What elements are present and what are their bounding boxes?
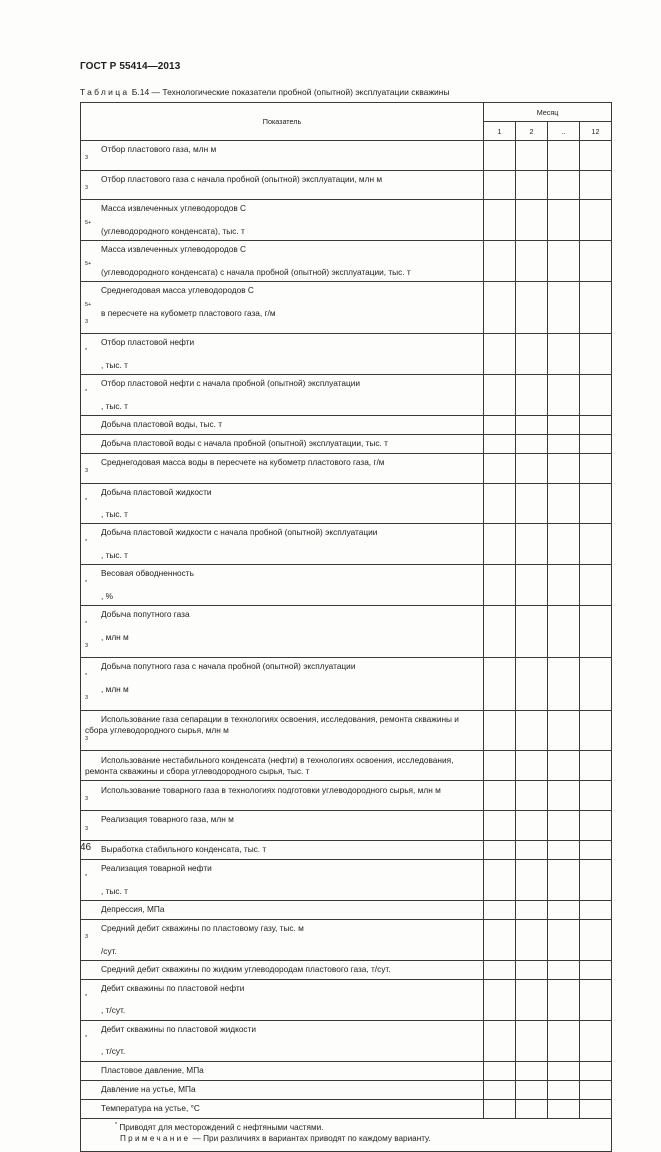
month-cell bbox=[484, 841, 516, 860]
table-row bbox=[81, 1020, 612, 1061]
month-cell bbox=[484, 200, 516, 241]
month-cell bbox=[516, 334, 548, 375]
month-cell bbox=[516, 960, 548, 979]
row-label-part: Отбор пластовой нефти с начала пробной (опытной) эксплуатации bbox=[101, 378, 360, 389]
footnote-text: Приводят для месторождений с нефтяными частями. bbox=[117, 1122, 324, 1132]
row-label-text bbox=[85, 144, 477, 167]
row-label-part: Среднегодовая масса углеводородов С bbox=[101, 284, 254, 295]
row-label-part: 3 bbox=[85, 934, 89, 941]
table-row bbox=[81, 434, 612, 453]
row-label bbox=[81, 960, 484, 979]
row-label-part: 5+ bbox=[85, 261, 92, 268]
table-row bbox=[81, 375, 612, 416]
row-label-part: Отбор пластового газа с начала пробной (опытной) эксплуатации, млн м bbox=[101, 173, 383, 184]
month-cell bbox=[580, 281, 612, 333]
month-cell bbox=[548, 751, 580, 781]
table-row bbox=[81, 606, 612, 658]
table-row bbox=[81, 415, 612, 434]
month-cell bbox=[484, 1020, 516, 1061]
month-cell bbox=[484, 781, 516, 811]
row-label-text bbox=[85, 714, 477, 748]
row-label-part: , тыс. т bbox=[101, 359, 128, 370]
table-row bbox=[81, 453, 612, 483]
row-label bbox=[81, 900, 484, 919]
table-row bbox=[81, 1099, 612, 1118]
month-cell bbox=[580, 860, 612, 901]
note-line bbox=[85, 1133, 607, 1145]
month-cell bbox=[548, 960, 580, 979]
month-cell bbox=[548, 1099, 580, 1118]
month-cell bbox=[580, 524, 612, 565]
row-label-part: , млн м bbox=[101, 683, 129, 694]
month-cell bbox=[580, 1020, 612, 1061]
month-cell bbox=[548, 434, 580, 453]
row-label-text bbox=[85, 285, 477, 330]
row-label bbox=[81, 841, 484, 860]
month-cell bbox=[548, 200, 580, 241]
month-cell bbox=[484, 170, 516, 200]
table-row bbox=[81, 900, 612, 919]
table-row bbox=[81, 710, 612, 751]
month-cell bbox=[548, 415, 580, 434]
row-label-part: * bbox=[85, 874, 88, 881]
month-cell bbox=[548, 1020, 580, 1061]
month-cell bbox=[484, 453, 516, 483]
row-label-part: Использование газа сепарации в технологиях освоения, исследования, ремонта скважины и сбора углеводородного сырья, млн м bbox=[85, 713, 459, 735]
header-month: Месяц bbox=[484, 103, 612, 122]
row-label-part: Пластовое давление, МПа bbox=[101, 1064, 204, 1075]
month-cell bbox=[580, 1061, 612, 1080]
table-row bbox=[81, 141, 612, 171]
month-cell bbox=[580, 606, 612, 658]
row-label bbox=[81, 606, 484, 658]
month-cell bbox=[484, 524, 516, 565]
month-cell bbox=[580, 434, 612, 453]
row-label-part: 3 bbox=[85, 695, 89, 702]
row-label-text bbox=[85, 1024, 477, 1058]
row-label-part: 3 bbox=[85, 155, 89, 162]
row-label-part: Депрессия, МПа bbox=[101, 904, 165, 915]
row-label-part: , тыс. т bbox=[101, 400, 128, 411]
month-cell bbox=[548, 453, 580, 483]
month-cell bbox=[548, 483, 580, 524]
indicators-table bbox=[80, 102, 612, 1152]
row-label-part: Добыча пластовой воды, тыс. т bbox=[101, 419, 223, 430]
month-cell bbox=[548, 1080, 580, 1099]
table-row bbox=[81, 334, 612, 375]
row-label-part: Средний дебит скважины по пластовому газу, тыс. м bbox=[101, 922, 304, 933]
row-label-text bbox=[85, 244, 477, 278]
month-cell bbox=[580, 453, 612, 483]
row-label-part: Средний дебит скважины по жидким углеводородам пластового газа, т/сут. bbox=[101, 964, 391, 975]
month-cell bbox=[580, 334, 612, 375]
month-cell bbox=[484, 241, 516, 282]
footnote-asterisk-line bbox=[85, 1122, 607, 1134]
month-cell bbox=[484, 434, 516, 453]
table-caption-text: Б.14 — Технологические показатели пробной (опытной) эксплуатации скважины bbox=[129, 87, 450, 97]
row-label bbox=[81, 1080, 484, 1099]
footnote-mark: * bbox=[115, 1121, 118, 1128]
row-label bbox=[81, 811, 484, 841]
month-cell bbox=[516, 811, 548, 841]
month-cell bbox=[516, 453, 548, 483]
row-label-part: * bbox=[85, 620, 88, 627]
row-label-text bbox=[85, 661, 477, 706]
row-label-part: * bbox=[85, 348, 88, 355]
month-cell bbox=[580, 1080, 612, 1099]
month-cell bbox=[580, 900, 612, 919]
row-label bbox=[81, 141, 484, 171]
month-cell bbox=[516, 919, 548, 960]
row-label-part: Дебит скважины по пластовой нефти bbox=[101, 982, 245, 993]
row-label-text bbox=[85, 983, 477, 1017]
month-cell bbox=[516, 434, 548, 453]
row-label bbox=[81, 565, 484, 606]
row-label-part: /сут. bbox=[101, 945, 117, 956]
row-label bbox=[81, 415, 484, 434]
row-label-part: , % bbox=[101, 590, 113, 601]
header-month-12: 12 bbox=[580, 122, 612, 141]
row-label-part: * bbox=[85, 389, 88, 396]
table-row bbox=[81, 200, 612, 241]
row-label-text bbox=[85, 419, 477, 430]
month-cell bbox=[580, 200, 612, 241]
table-row bbox=[81, 565, 612, 606]
month-cell bbox=[548, 375, 580, 416]
month-cell bbox=[484, 415, 516, 434]
table-row bbox=[81, 1061, 612, 1080]
month-cell bbox=[516, 483, 548, 524]
row-label-part: (углеводородного конденсата), тыс. т bbox=[101, 225, 245, 236]
row-label-text bbox=[85, 527, 477, 561]
month-cell bbox=[516, 860, 548, 901]
row-label bbox=[81, 1099, 484, 1118]
row-label-text bbox=[85, 1103, 477, 1114]
row-label-text bbox=[85, 609, 477, 654]
table-footnote bbox=[81, 1118, 612, 1151]
month-cell bbox=[548, 281, 580, 333]
header-month-ellipsis: .. bbox=[548, 122, 580, 141]
row-label-text bbox=[85, 964, 477, 975]
month-cell bbox=[548, 710, 580, 751]
row-label-text bbox=[85, 568, 477, 602]
header-month-2: 2 bbox=[516, 122, 548, 141]
table-row bbox=[81, 658, 612, 710]
month-cell bbox=[484, 375, 516, 416]
month-cell bbox=[484, 1061, 516, 1080]
month-cell bbox=[580, 241, 612, 282]
month-cell bbox=[516, 841, 548, 860]
row-label-part: * bbox=[85, 579, 88, 586]
month-cell bbox=[516, 606, 548, 658]
month-cell bbox=[516, 415, 548, 434]
month-cell bbox=[580, 141, 612, 171]
month-cell bbox=[580, 415, 612, 434]
month-cell bbox=[516, 900, 548, 919]
row-label-part: Масса извлеченных углеводородов С bbox=[101, 244, 247, 255]
row-label-part: * bbox=[85, 672, 88, 679]
month-cell bbox=[580, 658, 612, 710]
row-label bbox=[81, 979, 484, 1020]
row-label-text bbox=[85, 814, 477, 837]
row-label-part: Масса извлеченных углеводородов С bbox=[101, 203, 247, 214]
row-label bbox=[81, 241, 484, 282]
month-cell bbox=[516, 751, 548, 781]
document-header: ГОСТ Р 55414—2013 bbox=[80, 61, 181, 72]
note-label: Примечание bbox=[120, 1134, 191, 1144]
row-label bbox=[81, 170, 484, 200]
month-cell bbox=[580, 710, 612, 751]
month-cell bbox=[484, 141, 516, 171]
row-label bbox=[81, 375, 484, 416]
table-row bbox=[81, 860, 612, 901]
month-cell bbox=[548, 1061, 580, 1080]
row-label-part: , т/сут. bbox=[101, 1005, 126, 1016]
row-label bbox=[81, 1061, 484, 1080]
row-label-text bbox=[85, 923, 477, 957]
month-cell bbox=[516, 710, 548, 751]
month-cell bbox=[516, 170, 548, 200]
row-label-part: Давление на устье, МПа bbox=[101, 1083, 196, 1094]
row-label bbox=[81, 281, 484, 333]
row-label-part: , тыс. т bbox=[101, 885, 128, 896]
month-cell bbox=[484, 811, 516, 841]
note-text: — При различиях в вариантах приводят по каждому варианту. bbox=[190, 1134, 431, 1144]
row-label-part: 3 bbox=[85, 184, 89, 191]
month-cell bbox=[548, 811, 580, 841]
month-cell bbox=[580, 811, 612, 841]
row-label-part: 3 bbox=[85, 643, 89, 650]
row-label-part: 3 bbox=[85, 795, 89, 802]
row-label-part: 5+ bbox=[85, 302, 92, 309]
row-label-text bbox=[85, 785, 477, 808]
month-cell bbox=[580, 1099, 612, 1118]
row-label-text bbox=[85, 1084, 477, 1095]
row-label bbox=[81, 524, 484, 565]
month-cell bbox=[484, 281, 516, 333]
table-row bbox=[81, 1080, 612, 1099]
row-label-part: 5+ bbox=[85, 220, 92, 227]
row-label-part: Добыча попутного газа с начала пробной (опытной) эксплуатации bbox=[101, 661, 356, 672]
month-cell bbox=[516, 565, 548, 606]
month-cell bbox=[484, 565, 516, 606]
table-row bbox=[81, 841, 612, 860]
row-label bbox=[81, 860, 484, 901]
table-row bbox=[81, 241, 612, 282]
month-cell bbox=[484, 960, 516, 979]
month-cell bbox=[580, 375, 612, 416]
row-label bbox=[81, 483, 484, 524]
row-label-part: , т/сут. bbox=[101, 1046, 126, 1057]
header-indicator: Показатель bbox=[81, 103, 484, 141]
page-number: 46 bbox=[80, 842, 92, 853]
month-cell bbox=[580, 751, 612, 781]
table-row bbox=[81, 960, 612, 979]
row-label-text bbox=[85, 174, 477, 197]
month-cell bbox=[516, 781, 548, 811]
month-cell bbox=[548, 658, 580, 710]
month-cell bbox=[484, 1099, 516, 1118]
table-caption bbox=[80, 87, 450, 97]
month-cell bbox=[484, 483, 516, 524]
month-cell bbox=[516, 979, 548, 1020]
row-label-part: Дебит скважины по пластовой жидкости bbox=[101, 1023, 257, 1034]
row-label-part: * bbox=[85, 994, 88, 1001]
month-cell bbox=[516, 241, 548, 282]
table-row bbox=[81, 811, 612, 841]
row-label-part: Выработка стабильного конденсата, тыс. т bbox=[101, 844, 267, 855]
month-cell bbox=[516, 1020, 548, 1061]
month-cell bbox=[548, 979, 580, 1020]
row-label-text bbox=[85, 904, 477, 915]
month-cell bbox=[548, 565, 580, 606]
month-cell bbox=[516, 141, 548, 171]
month-cell bbox=[548, 919, 580, 960]
row-label-part: , тыс. т bbox=[101, 550, 128, 561]
row-label-part: в пересчете на кубометр пластового газа, г/м bbox=[101, 307, 276, 318]
row-label-part: (углеводородного конденсата) с начала пробной (опытной) эксплуатации, тыс. т bbox=[101, 266, 411, 277]
table-row bbox=[81, 751, 612, 781]
month-cell bbox=[484, 606, 516, 658]
row-label-part: Весовая обводненность bbox=[101, 568, 194, 579]
month-cell bbox=[580, 960, 612, 979]
row-label-part: Добыча пластовой жидкости с начала пробной (опытной) эксплуатации bbox=[101, 527, 378, 538]
month-cell bbox=[548, 606, 580, 658]
row-label-text bbox=[85, 755, 477, 778]
row-label-part: , млн м bbox=[101, 631, 129, 642]
row-label bbox=[81, 781, 484, 811]
row-label-part: * bbox=[85, 497, 88, 504]
month-cell bbox=[516, 375, 548, 416]
month-cell bbox=[516, 1061, 548, 1080]
row-label-text bbox=[85, 378, 477, 412]
table-row bbox=[81, 781, 612, 811]
month-cell bbox=[580, 565, 612, 606]
table-row bbox=[81, 524, 612, 565]
row-label-part: 3 bbox=[85, 318, 89, 325]
month-cell bbox=[516, 1080, 548, 1099]
month-cell bbox=[548, 860, 580, 901]
row-label bbox=[81, 434, 484, 453]
row-label-part: Добыча пластовой жидкости bbox=[101, 486, 212, 497]
row-label-part: Реализация товарной нефти bbox=[101, 863, 212, 874]
row-label bbox=[81, 919, 484, 960]
month-cell bbox=[548, 841, 580, 860]
row-label-part: Добыча пластовой воды с начала пробной (опытной) эксплуатации, тыс. т bbox=[101, 438, 388, 449]
row-label-part: Температура на устье, °С bbox=[101, 1102, 200, 1113]
row-label-text bbox=[85, 337, 477, 371]
row-label-part: Среднегодовая масса воды в пересчете на кубометр пластового газа, г/м bbox=[101, 456, 385, 467]
month-cell bbox=[516, 200, 548, 241]
row-label bbox=[81, 658, 484, 710]
table-caption-label: Таблица bbox=[80, 87, 130, 97]
row-label-part: 3 bbox=[85, 736, 89, 743]
month-cell bbox=[484, 860, 516, 901]
table-row bbox=[81, 170, 612, 200]
row-label bbox=[81, 751, 484, 781]
table-row bbox=[81, 281, 612, 333]
row-label-text bbox=[85, 1065, 477, 1076]
row-label-part: * bbox=[85, 538, 88, 545]
month-cell bbox=[580, 979, 612, 1020]
month-cell bbox=[580, 841, 612, 860]
row-label-part: Добыча попутного газа bbox=[101, 609, 190, 620]
month-cell bbox=[548, 900, 580, 919]
month-cell bbox=[548, 524, 580, 565]
row-label-part: Реализация товарного газа, млн м bbox=[101, 814, 234, 825]
month-cell bbox=[484, 1080, 516, 1099]
month-cell bbox=[484, 658, 516, 710]
month-cell bbox=[484, 710, 516, 751]
month-cell bbox=[516, 524, 548, 565]
month-cell bbox=[516, 658, 548, 710]
row-label bbox=[81, 200, 484, 241]
month-cell bbox=[548, 781, 580, 811]
row-label-text bbox=[85, 487, 477, 521]
row-label-part: Отбор пластовой нефти bbox=[101, 337, 195, 348]
row-label bbox=[81, 710, 484, 751]
month-cell bbox=[484, 334, 516, 375]
row-label-text bbox=[85, 457, 477, 480]
month-cell bbox=[580, 781, 612, 811]
month-cell bbox=[516, 281, 548, 333]
month-cell bbox=[484, 919, 516, 960]
row-label-text bbox=[85, 844, 477, 855]
row-label-text bbox=[85, 863, 477, 897]
month-cell bbox=[580, 919, 612, 960]
table-row bbox=[81, 919, 612, 960]
row-label bbox=[81, 334, 484, 375]
header-month-1: 1 bbox=[484, 122, 516, 141]
table-row bbox=[81, 979, 612, 1020]
row-label-part: , тыс. т bbox=[101, 509, 128, 520]
row-label-part: * bbox=[85, 1035, 88, 1042]
row-label-part: 3 bbox=[85, 468, 89, 475]
table-row bbox=[81, 483, 612, 524]
row-label bbox=[81, 1020, 484, 1061]
row-label-part: Отбор пластового газа, млн м bbox=[101, 144, 217, 154]
month-cell bbox=[548, 241, 580, 282]
row-label-text bbox=[85, 438, 477, 449]
month-cell bbox=[484, 979, 516, 1020]
month-cell bbox=[548, 141, 580, 171]
month-cell bbox=[548, 170, 580, 200]
month-cell bbox=[484, 751, 516, 781]
month-cell bbox=[516, 1099, 548, 1118]
row-label-text bbox=[85, 203, 477, 237]
month-cell bbox=[580, 483, 612, 524]
month-cell bbox=[484, 900, 516, 919]
month-cell bbox=[580, 170, 612, 200]
row-label-part: Использование товарного газа в технологиях подготовки углеводородного сырья, млн м bbox=[101, 784, 441, 795]
row-label-part: 3 bbox=[85, 825, 89, 832]
month-cell bbox=[548, 334, 580, 375]
row-label-part: Использование нестабильного конденсата (нефти) в технологиях освоения, исследования, ремонта скважины и сбора углеводородного сырья, тыс. т bbox=[85, 754, 454, 776]
row-label bbox=[81, 453, 484, 483]
